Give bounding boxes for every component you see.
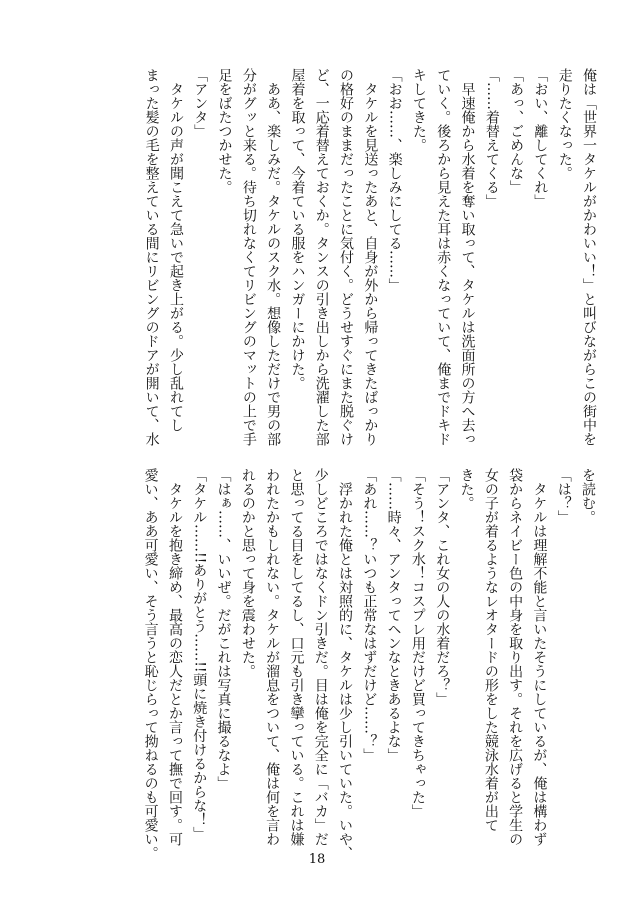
top-text-block: [139, 68, 601, 446]
text-line: の格好のままだったことに気付く。どうせすぐにまた脱ぐけ: [338, 68, 355, 446]
text-line: 浮かれた俺とは対照的に、タケルは少し引いていた。いや、: [337, 468, 354, 860]
text-line: われたかもしれない。タケルが溜息をついて、俺は何を言わ: [264, 468, 281, 846]
text-line: 女の子が着るようなレオタードの形をした競泳水着が出て: [482, 468, 499, 832]
text-line: タケルを見送ったあと、自身が外から帰ってきたばっかり: [362, 68, 379, 446]
text-line: 「タケル……!!ありがとう……!!頭に焼き付けるからな！」: [191, 468, 208, 841]
text-line: 「あっ、ごめんな」: [508, 68, 525, 194]
text-line: 屋着を取って、今着ている服をハンガーにかけた。: [289, 68, 306, 390]
text-line: 分がグッと来る。待ち切れなくてリビングのマットの上で手: [240, 68, 257, 446]
text-line: 少しどころではなくドン引きだ。目は俺を完全に「バカ」だ: [312, 468, 329, 846]
text-line: 俺は「世界一タケルがかわいい！」と叫びながらこの街中を: [581, 68, 597, 446]
text-line: 「アンタ」: [192, 68, 209, 138]
text-line: ていく。後ろから見えた耳は赤くなっていて、俺までドキド: [435, 68, 452, 446]
text-line: 走りたくなった。: [556, 68, 573, 180]
text-line: 「おい、離してくれ」: [532, 68, 549, 208]
text-line: 「……着替えてくる」: [483, 68, 500, 208]
text-line: 袋からネイビー色の中身を取り出す。それを広げると学生の: [507, 468, 524, 846]
text-line: ああ、楽しみだ。タケルのスク水。想像しただけで男の部: [265, 68, 282, 446]
text-line: 愛い、ああ可愛い、そう言うと恥じらって拗ねるのも可愛い。: [142, 468, 159, 860]
text-line: 早速俺から水着を奪い取って、タケルは洗面所の方へ去っ: [459, 68, 476, 446]
page-number: 18: [308, 852, 326, 867]
text-line: タケルは理解不能と言いたそうにしているが、俺は構わず: [531, 468, 548, 846]
text-line: ど、一応着替えておくか。タンスの引き出しから洗濯した部: [313, 68, 330, 446]
text-line: 足をばたつかせた。: [216, 68, 233, 194]
text-line: まった髪の毛を整えている間にリビングのドアが開いて、水: [143, 68, 160, 446]
text-line: 「は？」: [555, 468, 572, 524]
text-line: 「アンタ、これ女の人の水着だろ？」: [434, 468, 451, 706]
text-line: 「そう！スク水！コスプレ用だけど買ってきちゃった」: [409, 468, 426, 818]
text-line: タケルを抱き締め、最高の恋人だとか言って撫で回す。可: [166, 468, 183, 846]
text-line: を読む。: [580, 468, 596, 524]
text-line: と思ってる目をしてるし、口元も引き攣っている。これは嫌: [288, 468, 305, 846]
text-line: 「はぁ……、いいぜ。だがこれは写真に撮るなよ」: [215, 468, 232, 790]
text-line: 「……時々、アンタってヘンなときあるよな」: [385, 468, 402, 762]
text-line: キしてきた。: [410, 68, 427, 152]
text-line: きた。: [458, 468, 475, 510]
text-line: 「あれ……？いつも正常なはずだけど……？」: [361, 468, 378, 762]
text-line: タケルの声が聞こえて急いで起き上がる。少し乱れてし: [167, 68, 184, 432]
text-line: れるのかと思って身を震わせた。: [239, 468, 256, 678]
text-line: 「おお……、楽しみにしてる……」: [386, 68, 403, 292]
